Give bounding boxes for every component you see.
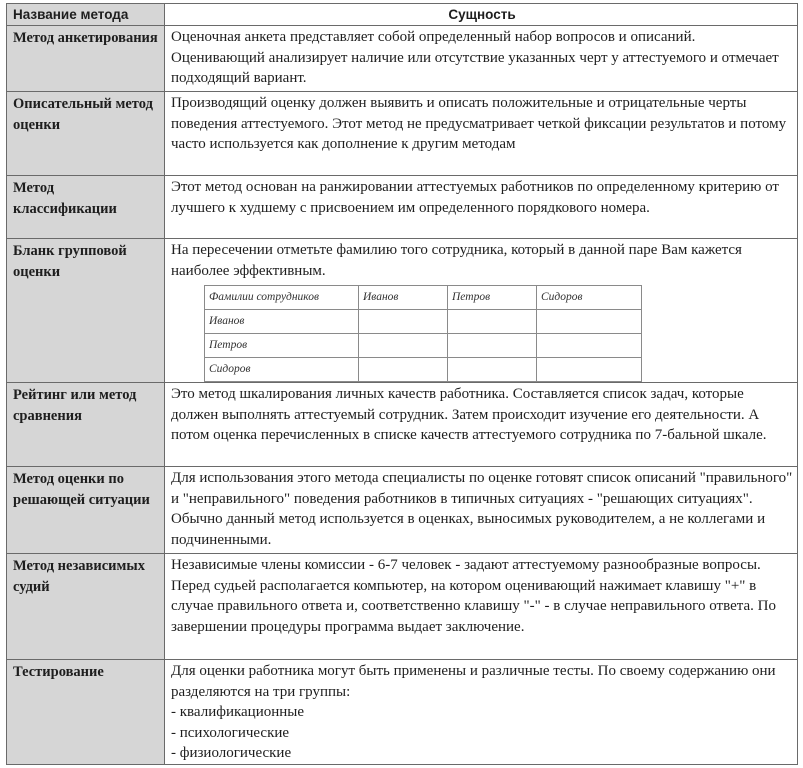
method-name: Метод независимых судий [7, 554, 165, 660]
table-row [7, 239, 798, 383]
group-table-row [205, 358, 642, 382]
method-name: Тестирование [7, 660, 165, 765]
group-table-cell [537, 310, 642, 334]
method-name: Рейтинг или метод сравнения [7, 383, 165, 467]
method-description: Этот метод основан на ранжировании аттестуемых работников по определенному критерию от лучшего к худшему с присвоением им определенного порядкового номера. [165, 176, 798, 239]
group-table-cell [537, 334, 642, 358]
header-method: Название метода [7, 4, 165, 26]
method-description: Оценочная анкета представляет собой определенный набор вопросов и описаний. Оценивающий анализирует наличие или отсутствие указанных черт у аттестуемого и отмечает подходящий вариант. [165, 26, 798, 92]
method-name: Метод анкетирования [7, 26, 165, 92]
group-table-header-cell: Фамилии сотрудников [205, 286, 359, 310]
group-table-row [205, 334, 642, 358]
method-description: Производящий оценку должен выявить и описать положительные и отрицательные черты поведения аттестуемого. Этот метод не предусматривает четкой фиксации результатов и потому часто используется как дополнение к другим методам [165, 92, 798, 176]
table-row [7, 467, 798, 554]
group-table-header [205, 286, 642, 310]
group-table-cell [448, 358, 537, 382]
method-description: Для оценки работника могут быть применены и различные тесты. По своему содержанию они разделяются на три группы: [171, 663, 776, 700]
group-table-row [205, 310, 642, 334]
table-row [7, 383, 798, 467]
method-description: Для использования этого метода специалисты по оценке готовят список описаний "правильного" и "неправильного" поведения работников в типичных ситуациях - "решающих ситуациях". Обычно данный метод используется в оценках, выносимых руководителем, а не коллегами и подчиненными. [165, 467, 798, 554]
method-description: На пересечении отметьте фамилию того сотрудника, который в данной паре Вам кажется наиболее эффективным. [171, 242, 742, 279]
method-name: Метод оценки по решающей ситуации [7, 467, 165, 554]
list-item: - психологические [171, 724, 290, 741]
method-name: Бланк групповой оценки [7, 239, 165, 383]
list-item: - физиологические [171, 745, 292, 761]
group-table-row-label: Сидоров [205, 358, 359, 382]
method-name: Описательный метод оценки [7, 92, 165, 176]
table-row [7, 26, 798, 92]
group-table-header-cell: Иванов [359, 286, 448, 310]
group-table-cell [448, 310, 537, 334]
table-row [7, 554, 798, 660]
group-table-cell [359, 310, 448, 334]
group-table-row-label: Иванов [205, 310, 359, 334]
header-essence: Сущность [165, 4, 798, 26]
group-evaluation-table [204, 285, 642, 382]
table-row [7, 176, 798, 239]
method-description: Это метод шкалирования личных качеств работника. Составляется список задач, которые должен выполнять аттестуемый сотрудник. Затем происходит изучение его деятельности. А потом оценка перечисленных в списке качеств аттестуемого сотрудника по 7-бальной шкале. [165, 383, 798, 467]
group-table-header-cell: Петров [448, 286, 537, 310]
group-table-cell [359, 334, 448, 358]
methods-table [6, 3, 798, 765]
group-table-cell [448, 334, 537, 358]
table-header-row [7, 4, 798, 26]
method-name: Метод классификации [7, 176, 165, 239]
method-description: Независимые члены комиссии - 6-7 человек - задают аттестуемому разнообразные вопросы. Перед судьей располагается компьютер, на котором оценивающий нажимает клавишу "+" в случае правильного ответа и, соответственно клавишу "-" - в случае неправильного ответа. По завершении процедуры программа выдает заключение. [165, 554, 798, 660]
group-table-cell [359, 358, 448, 382]
group-table-header-cell: Сидоров [537, 286, 642, 310]
table-row [7, 92, 798, 176]
list-item: - квалификационные [171, 704, 305, 720]
group-table-row-label: Петров [205, 334, 359, 358]
table-row [7, 660, 798, 765]
group-table-cell [537, 358, 642, 382]
